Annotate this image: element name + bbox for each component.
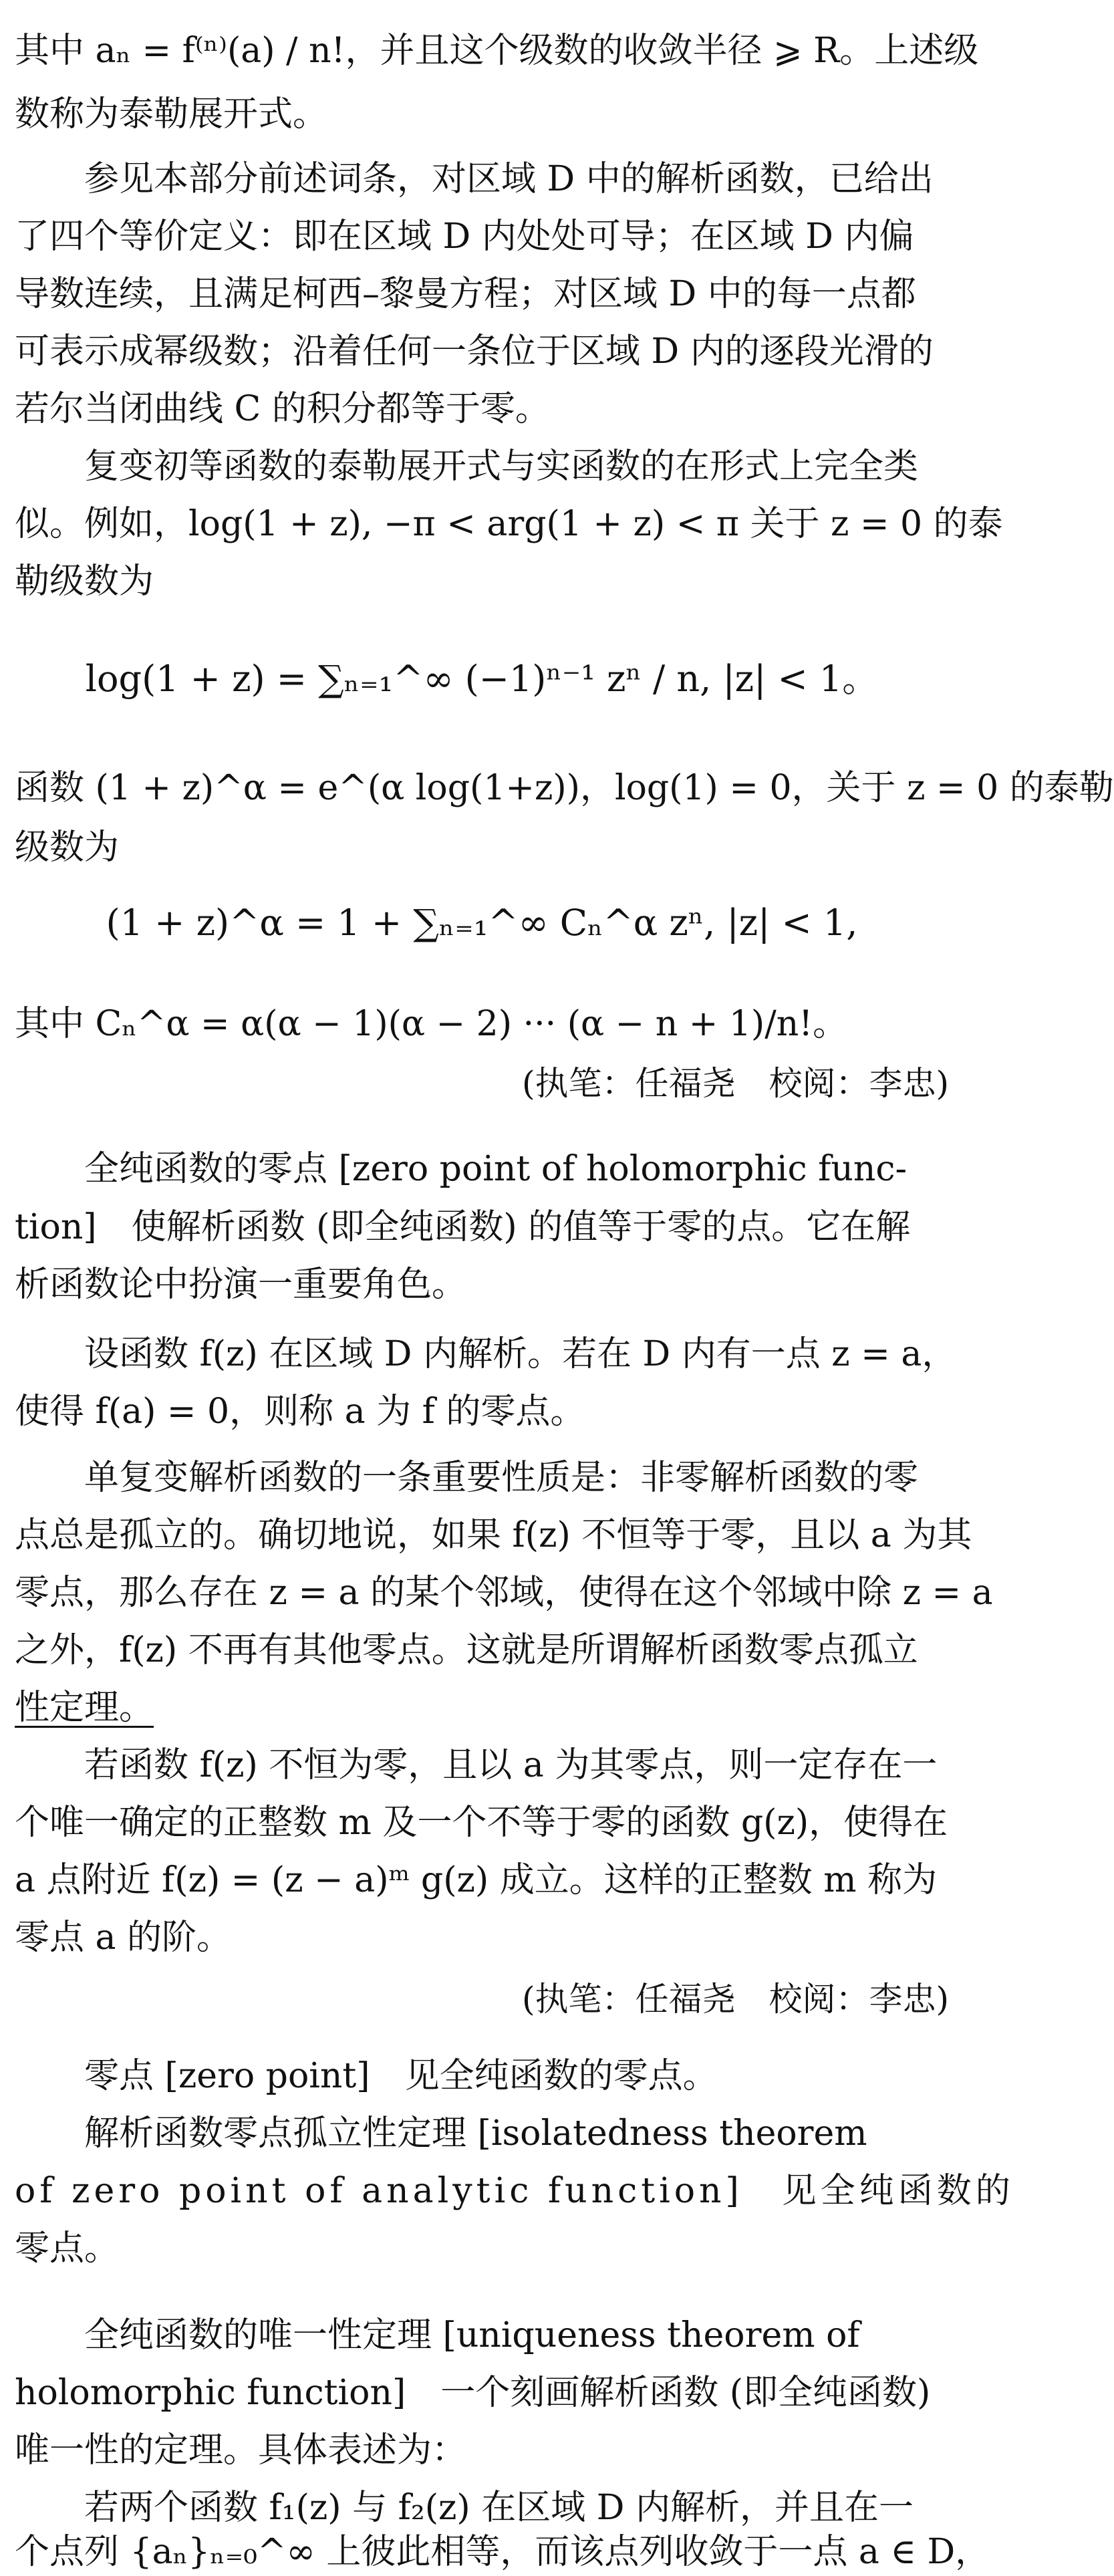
signature: (执笔：任福尧 校阅：李忠) <box>521 1980 949 2019</box>
text-line: 其中 aₙ = f⁽ⁿ⁾(a) / n!，并且这个级数的收敛半径 ⩾ R。上述级 <box>15 31 979 71</box>
text-line: 了四个等价定义：即在区域 D 内处处可导；在区域 D 内偏 <box>15 217 914 257</box>
text-line: 唯一性的定理。具体表述为： <box>15 2430 467 2470</box>
text-line: 复变初等函数的泰勒展开式与实函数的在形式上完全类 <box>84 446 919 487</box>
text-line: 零点 a 的阶。 <box>15 1918 232 1958</box>
text-line: 似。例如，log(1 + z), −π < arg(1 + z) < π 关于 z = 0 的泰 <box>15 504 1003 544</box>
entry-heading-isolatedness-theorem: 解析函数零点孤立性定理 [isolatedness theorem <box>84 2113 867 2154</box>
entry-heading-zero-point: 零点 [zero point] 见全纯函数的零点。 <box>84 2056 718 2096</box>
text-line: 零点。 <box>15 2228 120 2269</box>
entry-heading-zero-point-holomorphic: 全纯函数的零点 [zero point of holomorphic func- <box>84 1149 908 1189</box>
equation-log: log(1 + z) = ∑ₙ₌₁^∞ (−1)ⁿ⁻¹ zⁿ / n, |z| < 1。 <box>85 658 879 700</box>
text-line: 其中 Cₙ^α = α(α − 1)(α − 2) ··· (α − n + 1)/n!。 <box>15 1004 848 1044</box>
text-line: 之外，f(z) 不再有其他零点。这就是所谓解析函数零点孤立 <box>15 1630 918 1670</box>
entry-heading-uniqueness-theorem: 全纯函数的唯一性定理 [uniqueness theorem of <box>84 2315 860 2355</box>
text-line: 零点，那么存在 z = a 的某个邻域，使得在这个邻域中除 z = a <box>15 1573 993 1613</box>
text-line: 性定理。 <box>15 1688 154 1728</box>
text-line: 单复变解析函数的一条重要性质是：非零解析函数的零 <box>84 1458 919 1498</box>
text-line: of zero point of analytic function] 见全纯函数的 <box>15 2171 1014 2211</box>
text-line: 若函数 f(z) 不恒为零，且以 a 为其零点，则一定存在一 <box>84 1745 938 1785</box>
text-line: tion] 使解析函数 (即全纯函数) 的值等于零的点。它在解 <box>15 1207 911 1247</box>
text-line: 若尔当闭曲线 C 的积分都等于零。 <box>15 389 550 429</box>
text-line: 个点列 {aₙ}ₙ₌₀^∞ 上彼此相等，而该点列收敛于一点 a ∈ D， <box>15 2532 990 2572</box>
text-line: 若两个函数 f₁(z) 与 f₂(z) 在区域 D 内解析，并且在一 <box>84 2488 914 2528</box>
text-line: 级数为 <box>15 827 120 868</box>
text-line: 使得 f(a) = 0，则称 a 为 f 的零点。 <box>15 1392 585 1432</box>
text-line: 设函数 f(z) 在区域 D 内解析。若在 D 内有一点 z = a， <box>84 1334 957 1374</box>
signature: (执笔：任福尧 校阅：李忠) <box>521 1064 949 1103</box>
text-line: 数称为泰勒展开式。 <box>15 94 328 134</box>
text-line: 析函数论中扮演一重要角色。 <box>15 1265 467 1305</box>
text-line: 勒级数为 <box>15 561 154 602</box>
text-line: 个唯一确定的正整数 m 及一个不等于零的函数 g(z)，使得在 <box>15 1803 948 1843</box>
text-line: 导数连续，且满足柯西–黎曼方程；对区域 D 中的每一点都 <box>15 274 916 314</box>
text-line: a 点附近 f(z) = (z − a)ᵐ g(z) 成立。这样的正整数 m 称为 <box>15 1860 938 1900</box>
text-line: 点总是孤立的。确切地说，如果 f(z) 不恒等于零，且以 a 为其 <box>15 1515 972 1555</box>
text-line: 函数 (1 + z)^α = e^(α log(1+z))，log(1) = 0，关于 z = 0 的泰勒 <box>15 768 1114 808</box>
equation-binomial: (1 + z)^α = 1 + ∑ₙ₌₁^∞ Cₙ^α zⁿ, |z| < 1, <box>106 902 858 944</box>
text-line: 参见本部分前述词条，对区域 D 中的解析函数，已给出 <box>84 159 934 199</box>
text-line: holomorphic function] 一个刻画解析函数 (即全纯函数) <box>15 2373 931 2413</box>
text-line: 可表示成幂级数；沿着任何一条位于区域 D 内的逐段光滑的 <box>15 332 934 372</box>
